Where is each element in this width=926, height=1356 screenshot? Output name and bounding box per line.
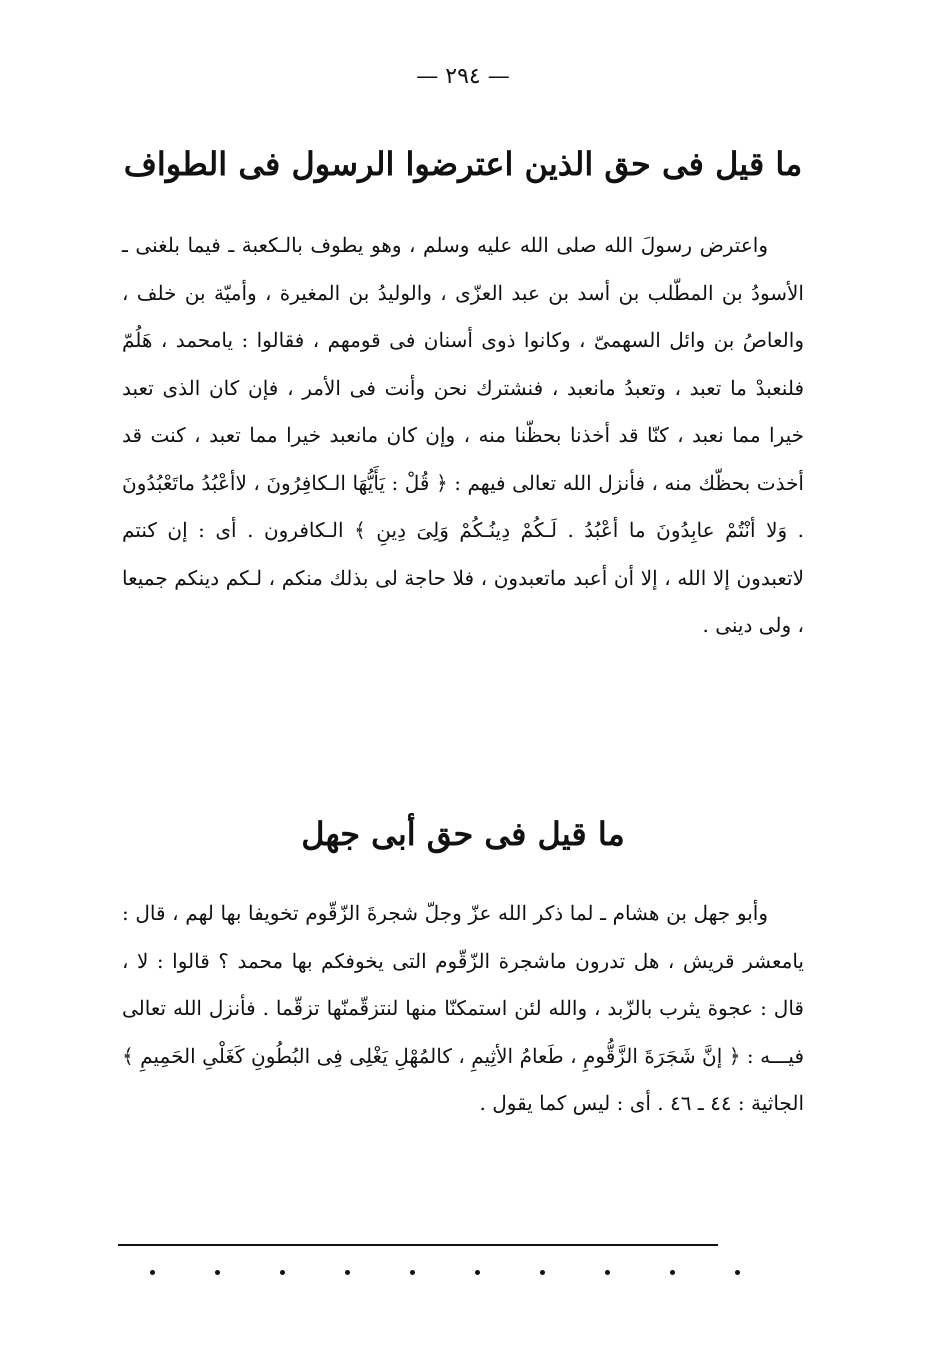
page-number: — ٢٩٤ — — [416, 64, 510, 89]
section-heading-tawaf: ما قيل فى حق الذين اعترضوا الرسول فى الطواف — [123, 145, 803, 183]
footer-rule — [118, 1244, 718, 1246]
ornament-dot — [345, 1270, 350, 1275]
paragraph-text: وأبو جهل بن هشام ـ لما ذكر الله عزّ وجلّ شجرةَ الزّقّوم تخويفا بها لهم ، قال : يامعشر قريش ، هل تدرون ماشجرة الزّقّوم التى يخوفكم بها محمد ؟ قالوا : لا ، قال : عجوة يثرب بالزّبد ، والله لئن استمكنّا منها لنتزقّمنّها تزقّما . فأنزل الله تعالى فيـــه : ﴿ إنَّ شَجَرَةَ الزَّقُّومِ ، طَعامُ الأثِيمِ ، كالمُهْلِ يَغْلِى فِى البُطُونِ كَغَلْىِ الحَمِيمِ ﴾ الجاثية : ٤٤ ـ ٤٦ . أى : ليس كما يقول . — [122, 901, 804, 1115]
ornament-dot — [215, 1270, 220, 1275]
footer-ornament-dots — [150, 1262, 740, 1282]
ornament-dot — [410, 1270, 415, 1275]
ornament-dot — [540, 1270, 545, 1275]
section-heading-abu-jahl: ما قيل فى حق أبى جهل — [301, 815, 625, 853]
ornament-dot — [475, 1270, 480, 1275]
ornament-dot — [280, 1270, 285, 1275]
paragraph-text: واعترض رسولَ الله صلى الله عليه وسلم ، وهو يطوف بالـكعبة ـ فيما بلغنى ـ الأسودُ بن المطّلب بن أسد بن عبد العزّى ، والوليدُ بن المغيرة ، وأميّة بن خلف ، والعاصُ بن وائل السهمىّ ، وكانوا ذوى أسنان فى قومهم ، فقالوا : يامحمد ، هَلُمّ فلنعبدْ ما تعبد ، وتعبدُ مانعبد ، فنشترك نحن وأنت فى الأمر ، فإن كان الذى تعبد خيرا مما نعبد ، كنّا قد أخذنا بحظّنا منه ، وإن كان مانعبد خيرا مما تعبد ، كنت قد أخذت بحظّك منه ، فأنزل الله تعالى فيهم : ﴿ قُلْ : يَأَيُّهَا الـكافِرُونَ ، لاأعْبُدُ ماتَعْبُدُونَ . وَلا أنْتُمْ عابِدُونَ ما أعْبُدُ . لَـكُمْ دِينُـكُمْ وَلِىَ دِينِ ﴾ الـكافرون . أى : إن كنتم لاتعبدون إلا الله ، إلا أن أعبد ماتعبدون ، فلا حاجة لى بذلك منكم ، لـكم دينكم جميعا ، ولى دينى . — [122, 233, 804, 637]
ornament-dot — [605, 1270, 610, 1275]
section-body-abu-jahl — [122, 890, 804, 1128]
ornament-dot — [150, 1270, 155, 1275]
section-body-tawaf — [122, 222, 804, 650]
ornament-dot — [735, 1270, 740, 1275]
ornament-dot — [670, 1270, 675, 1275]
